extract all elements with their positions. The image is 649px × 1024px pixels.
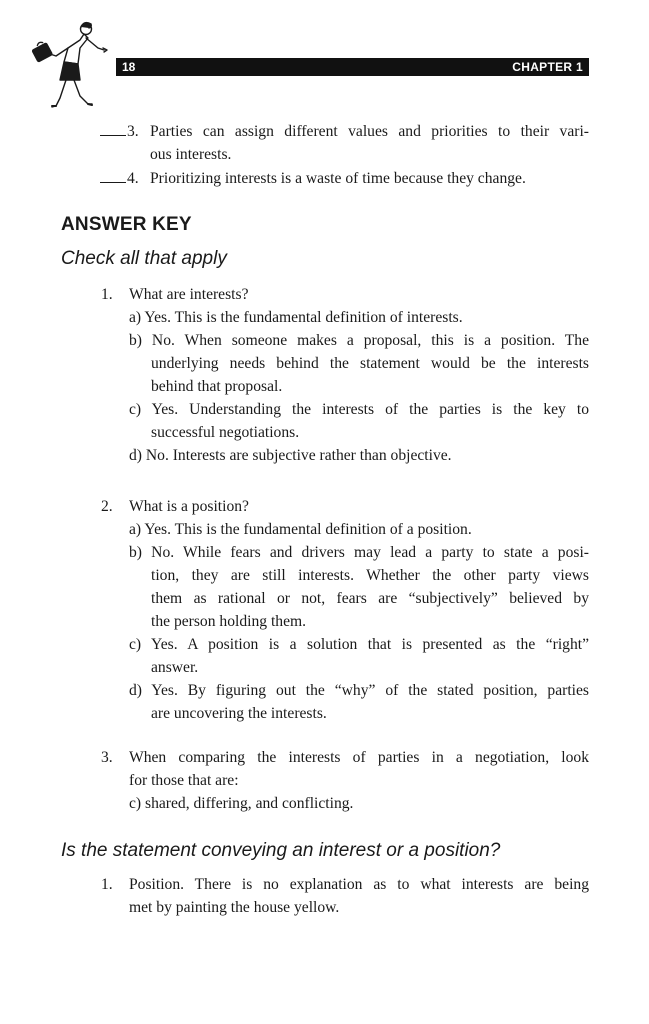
q1-answer-c-line2: successful negotiations. bbox=[151, 424, 300, 441]
answer-blank bbox=[100, 168, 126, 183]
interest-or-position-heading: Is the statement conveying an interest or a position? bbox=[61, 840, 501, 861]
q2-answer-d-line2: are uncovering the interests. bbox=[151, 705, 327, 722]
q3-question-line2: for those that are: bbox=[129, 772, 239, 789]
quiz-item-3-line1: Parties can assign different values and priorities to their vari- bbox=[150, 123, 589, 140]
check-all-subheading: Check all that apply bbox=[61, 248, 227, 269]
q1-answer-b-line1: b) No. When someone makes a proposal, this is a position. The bbox=[129, 332, 589, 349]
q2-answer-a: a) Yes. This is the fundamental definition of a position. bbox=[129, 521, 472, 538]
q2-answer-d-line1: d) Yes. By figuring out the “why” of the stated position, parties bbox=[129, 682, 589, 699]
q1-answer-d: d) No. Interests are subjective rather than objective. bbox=[129, 447, 452, 464]
q2-question: What is a position? bbox=[129, 498, 249, 515]
page-number: 18 bbox=[122, 60, 136, 74]
q2-answer-b-line3: them as rational or not, fears are “subjectively” believed by bbox=[151, 590, 589, 607]
q1-question: What are interests? bbox=[129, 286, 249, 303]
q2-answer-b-line1: b) No. While fears and drivers may lead a party to state a posi- bbox=[129, 544, 589, 561]
q2-answer-c-line1: c) Yes. A position is a solution that is presented as the “right” bbox=[129, 636, 589, 653]
s2-item1-line2: met by painting the house yellow. bbox=[129, 899, 340, 916]
q2-number: 2. bbox=[101, 498, 113, 515]
q1-number: 1. bbox=[101, 286, 113, 303]
answer-key-heading: ANSWER KEY bbox=[61, 214, 192, 235]
q3-number: 3. bbox=[101, 749, 113, 766]
q3-question-line1: When comparing the interests of parties in a negotiation, look bbox=[129, 749, 589, 766]
q1-answer-a: a) Yes. This is the fundamental definition of interests. bbox=[129, 309, 463, 326]
chapter-label: CHAPTER 1 bbox=[512, 60, 583, 74]
quiz-item-3: 3. bbox=[100, 120, 139, 143]
quiz-item-4-text: Prioritizing interests is a waste of time because they change. bbox=[150, 170, 526, 187]
running-header bbox=[116, 58, 589, 76]
q3-answer-c: c) shared, differing, and conflicting. bbox=[129, 795, 354, 812]
quiz-item-4: 4. bbox=[100, 167, 139, 190]
s2-item1-number: 1. bbox=[101, 876, 113, 893]
businesswoman-briefcase-icon bbox=[28, 18, 110, 110]
q1-answer-b-line2: underlying needs behind the statement would be the interests bbox=[151, 355, 589, 372]
quiz-item-3-line2: ous interests. bbox=[150, 146, 232, 163]
q1-answer-b-line3: behind that proposal. bbox=[151, 378, 283, 395]
q2-answer-b-line4: the person holding them. bbox=[151, 613, 307, 630]
s2-item1-line1: Position. There is no explanation as to what interests are being bbox=[129, 876, 589, 893]
answer-blank bbox=[100, 121, 126, 136]
q2-answer-c-line2: answer. bbox=[151, 659, 199, 676]
q1-answer-c-line1: c) Yes. Understanding the interests of the parties is the key to bbox=[129, 401, 589, 418]
q2-answer-b-line2: tion, they are still interests. Whether the other party views bbox=[151, 567, 589, 584]
